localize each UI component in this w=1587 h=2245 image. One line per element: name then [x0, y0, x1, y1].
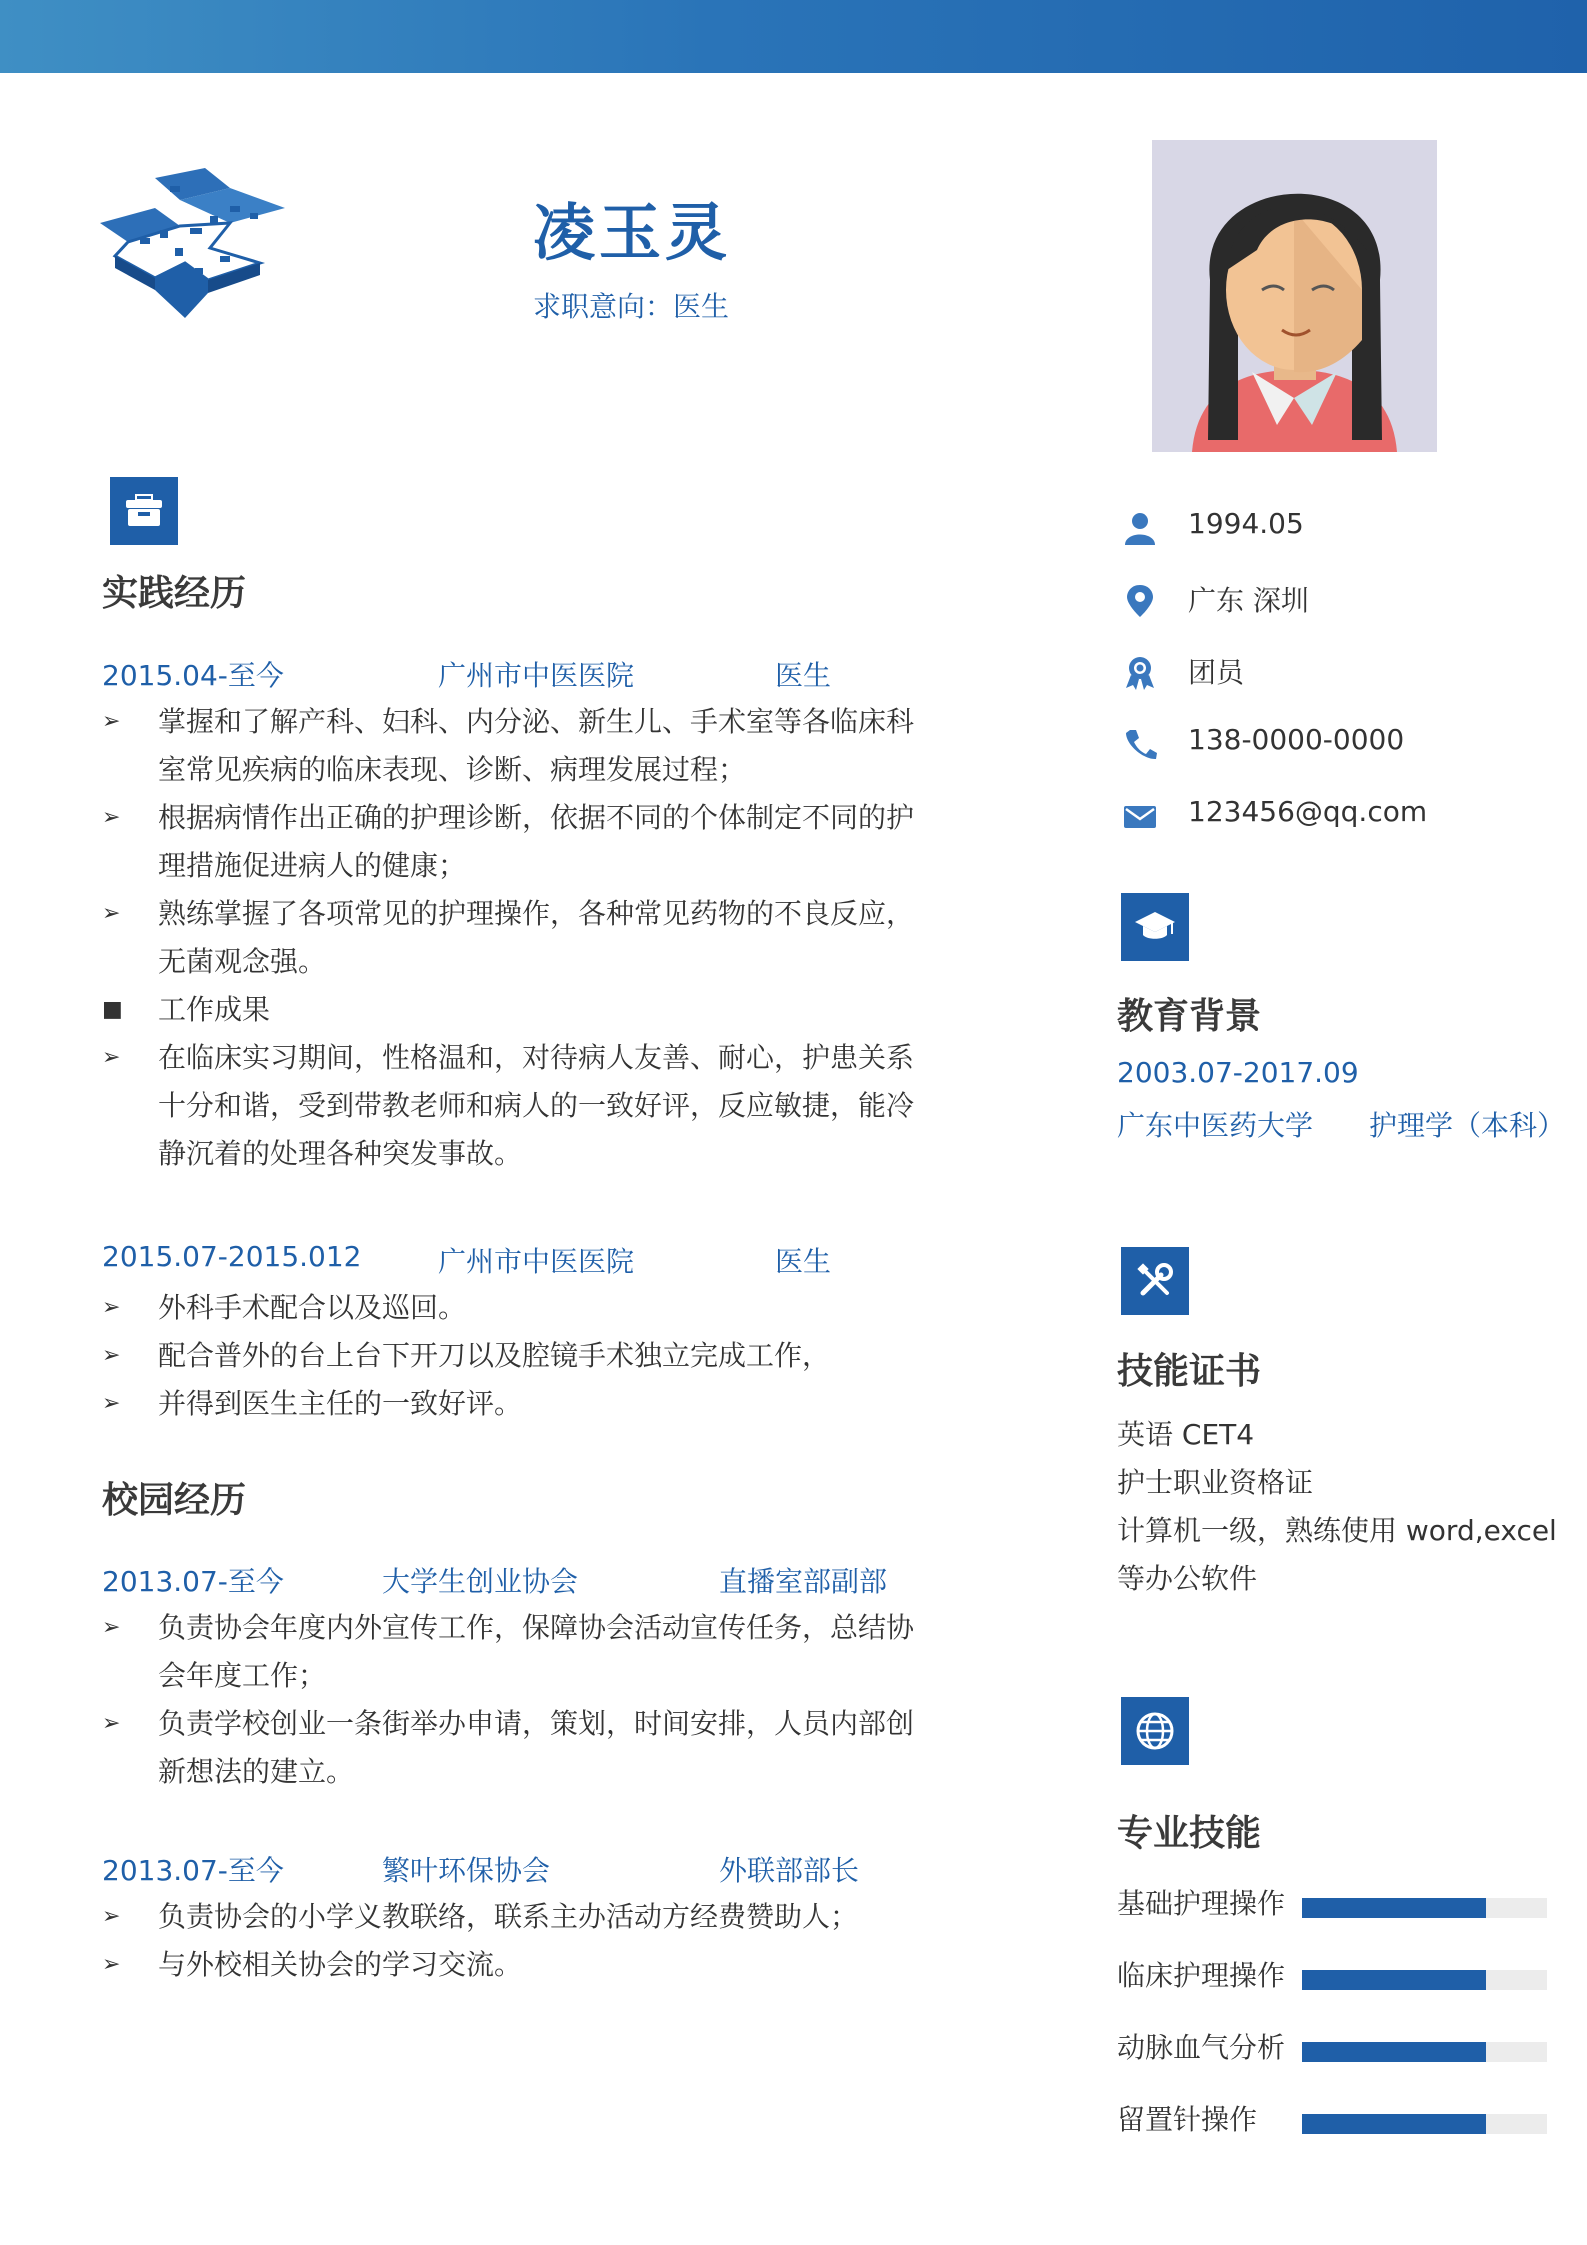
entry-org: 大学生创业协会	[382, 1565, 579, 1598]
cert-list	[1117, 1411, 1567, 1603]
arrow-bullet-icon: ➢	[102, 1711, 121, 1736]
entry-role: 直播室部副部	[719, 1565, 888, 1598]
skill-bar-fill	[1302, 2114, 1486, 2134]
arrow-bullet-icon: ➢	[102, 1615, 121, 1640]
education-date: 2003.07-2017.09	[1117, 1056, 1359, 1089]
arrow-bullet-icon: ➢	[102, 1045, 121, 1070]
list-item: ➢ 根据病情作出正确的护理诊断，依据不同的个体制定不同的护理措施促进病人的健康；	[102, 794, 922, 890]
campus-entry-2-list	[102, 1893, 922, 1989]
skill-row: 动脉血气分析	[1117, 2026, 1547, 2066]
education-major: 护理学（本科）	[1369, 1109, 1566, 1142]
entry-date: 2015.04-至今	[102, 659, 284, 692]
cert-section-title: 技能证书	[1117, 1351, 1262, 1392]
square-bullet-icon: ■	[102, 997, 123, 1022]
skill-bar-fill	[1302, 1970, 1486, 1990]
avatar	[1152, 140, 1437, 452]
skill-row: 留置针操作	[1117, 2098, 1547, 2138]
arrow-bullet-icon: ➢	[102, 1343, 121, 1368]
entry-date: 2015.07-2015.012	[102, 1240, 362, 1273]
campus-entry-1-head	[102, 1560, 922, 1600]
list-item: 计算机一级，熟练使用 word,excel等办公软件	[1117, 1514, 1557, 1595]
practice-entry-2-list	[102, 1284, 922, 1428]
phone-icon	[1122, 727, 1158, 763]
location-icon	[1122, 583, 1158, 619]
list-item: ➢ 负责学校创业一条街举办申请，策划，时间安排，人员内部创新想法的建立。	[102, 1700, 922, 1796]
skill-bar-track	[1302, 1970, 1547, 1990]
person-icon	[1122, 511, 1158, 547]
campus-entry-1-list	[102, 1604, 922, 1796]
list-item: ➢ 负责协会的小学义教联络，联系主办活动方经费赞助人；	[102, 1893, 922, 1941]
arrow-bullet-icon: ➢	[102, 1295, 121, 1320]
education-section-title: 教育背景	[1117, 996, 1262, 1037]
entry-role: 医生	[775, 659, 832, 692]
skill-row: 临床护理操作	[1117, 1954, 1547, 1994]
globe-icon	[1121, 1697, 1189, 1765]
entry-org: 广州市中医医院	[438, 1245, 635, 1278]
arrow-bullet-icon: ➢	[102, 1952, 121, 1977]
entry-role: 医生	[775, 1245, 832, 1278]
candidate-name: 凌玉灵	[533, 196, 732, 269]
list-item: ➢ 配合普外的台上台下开刀以及腔镜手术独立完成工作，	[102, 1332, 922, 1380]
entry-org: 繁叶环保协会	[382, 1854, 551, 1887]
arrow-bullet-icon: ➢	[102, 709, 121, 734]
arrow-bullet-icon: ➢	[102, 1904, 121, 1929]
practice-section-title: 实践经历	[102, 573, 247, 614]
practice-entry-2-head	[102, 1240, 922, 1280]
practice-entry-1-head	[102, 654, 922, 694]
list-item: ➢ 与外校相关协会的学习交流。	[102, 1941, 922, 1989]
entry-role: 外联部部长	[719, 1854, 860, 1887]
skill-row: 基础护理操作	[1117, 1882, 1547, 1922]
medical-cross-logo	[100, 168, 290, 328]
top-banner	[0, 0, 1587, 73]
campus-section-title: 校园经历	[102, 1480, 247, 1521]
list-item: ➢ 外科手术配合以及巡回。	[102, 1284, 922, 1332]
skill-bar-fill	[1302, 2042, 1486, 2062]
badge-icon	[1122, 655, 1158, 691]
arrow-bullet-icon: ➢	[102, 901, 121, 926]
campus-entry-2-head	[102, 1849, 922, 1889]
skill-bar-track	[1302, 1898, 1547, 1918]
skills-section-title: 专业技能	[1117, 1813, 1262, 1854]
skill-bar-fill	[1302, 1898, 1486, 1918]
list-item: ➢ 掌握和了解产科、妇科、内分泌、新生儿、手术室等各临床科室常见疾病的临床表现、诊断、病理发展过程；	[102, 698, 922, 794]
practice-entry-1-list	[102, 698, 922, 1178]
list-item: ➢ 并得到医生主任的一致好评。	[102, 1380, 922, 1428]
entry-date: 2013.07-至今	[102, 1854, 284, 1887]
list-item: 英语 CET4	[1117, 1418, 1255, 1451]
graduation-cap-icon	[1121, 893, 1189, 961]
list-item: ➢ 在临床实习期间，性格温和，对待病人友善、耐心，护患关系十分和谐，受到带教老师和病人的一致好评，反应敏捷，能冷静沉着的处理各种突发事故。	[102, 1034, 922, 1178]
entry-org: 广州市中医医院	[438, 659, 635, 692]
job-intent: 求职意向：医生	[533, 290, 730, 323]
tools-icon	[1121, 1247, 1189, 1315]
briefcase-icon	[110, 477, 178, 545]
mail-icon	[1122, 799, 1158, 835]
list-item: ➢ 负责协会年度内外宣传工作，保障协会活动宣传任务，总结协会年度工作；	[102, 1604, 922, 1700]
list-item: ■ 工作成果	[102, 986, 922, 1034]
arrow-bullet-icon: ➢	[102, 1391, 121, 1416]
education-school: 广东中医药大学	[1117, 1109, 1314, 1142]
arrow-bullet-icon: ➢	[102, 805, 121, 830]
entry-date: 2013.07-至今	[102, 1565, 284, 1598]
list-item: 护士职业资格证	[1117, 1466, 1314, 1499]
skill-bar-track	[1302, 2114, 1547, 2134]
list-item: ➢ 熟练掌握了各项常见的护理操作，各种常见药物的不良反应，无菌观念强。	[102, 890, 922, 986]
skill-bar-track	[1302, 2042, 1547, 2062]
